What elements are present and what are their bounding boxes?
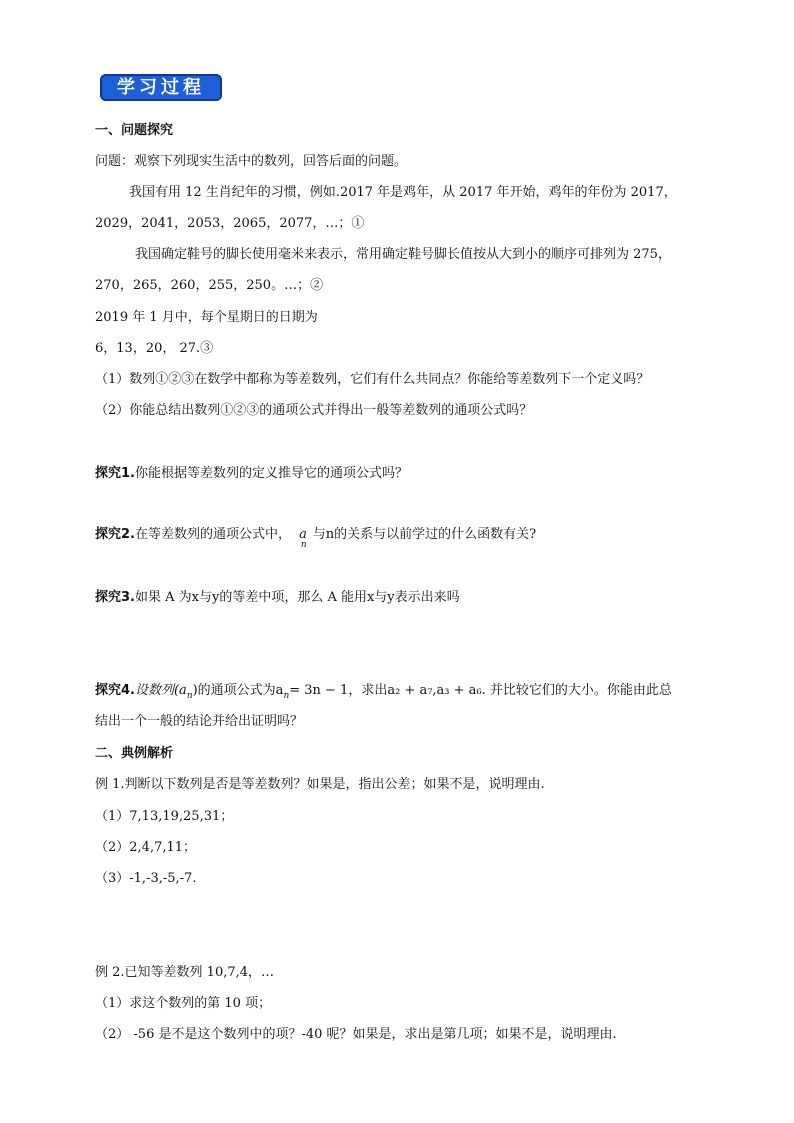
explore-1-text: 你能根据等差数列的定义推导它的通项公式吗？ xyxy=(134,466,408,481)
explore-3-text: 如果 A 为x与y的等差中项，那么 A 能用x与y表示出来吗 xyxy=(134,590,460,605)
explore-3 xyxy=(95,586,460,605)
explore-1-label: 探究1. xyxy=(95,466,135,481)
explore-2-a: a xyxy=(299,527,307,542)
question-1: （1）数列①②③在数学中都称为等差数列，它们有什么共同点？你能给等差数列下一个定义吗？ xyxy=(95,372,650,387)
section-badge: 学习过程 xyxy=(100,74,222,101)
explore-1 xyxy=(95,462,408,481)
example-zodiac-line2: 2029，2041，2053，2065，2077，…；① xyxy=(95,216,365,231)
explore-4-text-a: 设数列(a xyxy=(134,683,187,698)
explore-4-line2: 结出一个一般的结论并给出证明吗？ xyxy=(95,714,304,729)
question-2: （2）你能总结出数列①②③的通项公式并得出一般等差数列的通项公式吗？ xyxy=(95,403,533,418)
explore-2-text-a: 在等差数列的通项公式中， xyxy=(134,527,291,542)
example-1-c: （3）-1,-3,-5,-7. xyxy=(95,871,197,886)
explore-4-formula: = 3n − 1，求出a₂ + a₇,a₃ + a₆. 并比较它们的大小。你能由此总 xyxy=(289,683,672,698)
section-title-inquiry: 一、问题探究 xyxy=(95,123,174,138)
example-1: 例 1.判断以下数列是否是等差数列？如果是，指出公差；如果不是，说明理由. xyxy=(95,777,545,792)
example-dates-line2: 6，13，20， 27.③ xyxy=(95,341,214,356)
example-shoe-line2: 270，265，260，255，250。…；② xyxy=(95,278,324,293)
example-2: 例 2.已知等差数列 10,7,4，… xyxy=(95,965,275,980)
example-zodiac-line1: 我国有用 12 生肖纪年的习惯，例如.2017 年是鸡年，从 2017 年开始，鸡年的年份为 2017， xyxy=(129,185,677,200)
explore-2-text-b: 与n的关系与以前学过的什么函数有关? xyxy=(312,527,537,542)
explore-3-label: 探究3. xyxy=(95,590,135,605)
example-2-a: （1）求这个数列的第 10 项； xyxy=(95,996,272,1011)
explore-4-text-b: )的通项公式为a xyxy=(192,683,284,698)
example-dates-line1: 2019 年 1 月中，每个星期日的日期为 xyxy=(95,310,318,325)
explore-2 xyxy=(95,523,537,550)
explore-2-n: n xyxy=(300,540,307,550)
example-shoe-line1: 我国确定鞋号的脚长使用毫米来表示，常用确定鞋号脚长值按从大到小的顺序可排列为 275， xyxy=(135,247,671,262)
explore-2-label: 探究2. xyxy=(95,527,135,542)
example-1-b: （2）2,4,7,11； xyxy=(95,840,197,855)
section-title-examples: 二、典例解析 xyxy=(95,746,174,761)
explore-4-line1: 探究4.设数列$(a_n)$的通项公式为$a_n= 3n - 1$，求出a₂ + a₇,a₃ + a₆. 并比较它们的大小。你能由此总 xyxy=(95,683,672,701)
problem-intro: 问题：观察下列现实生活中的数列，回答后面的问题。 xyxy=(95,154,408,169)
explore-4-n: n xyxy=(186,691,193,701)
example-2-b: （2） -56 是不是这个数列中的项？-40 呢？如果是，求出是第几项；如果不是，说明理由. xyxy=(95,1027,617,1042)
example-1-a: （1）7,13,19,25,31； xyxy=(95,809,234,824)
explore-4-label: 探究4. xyxy=(95,683,135,698)
